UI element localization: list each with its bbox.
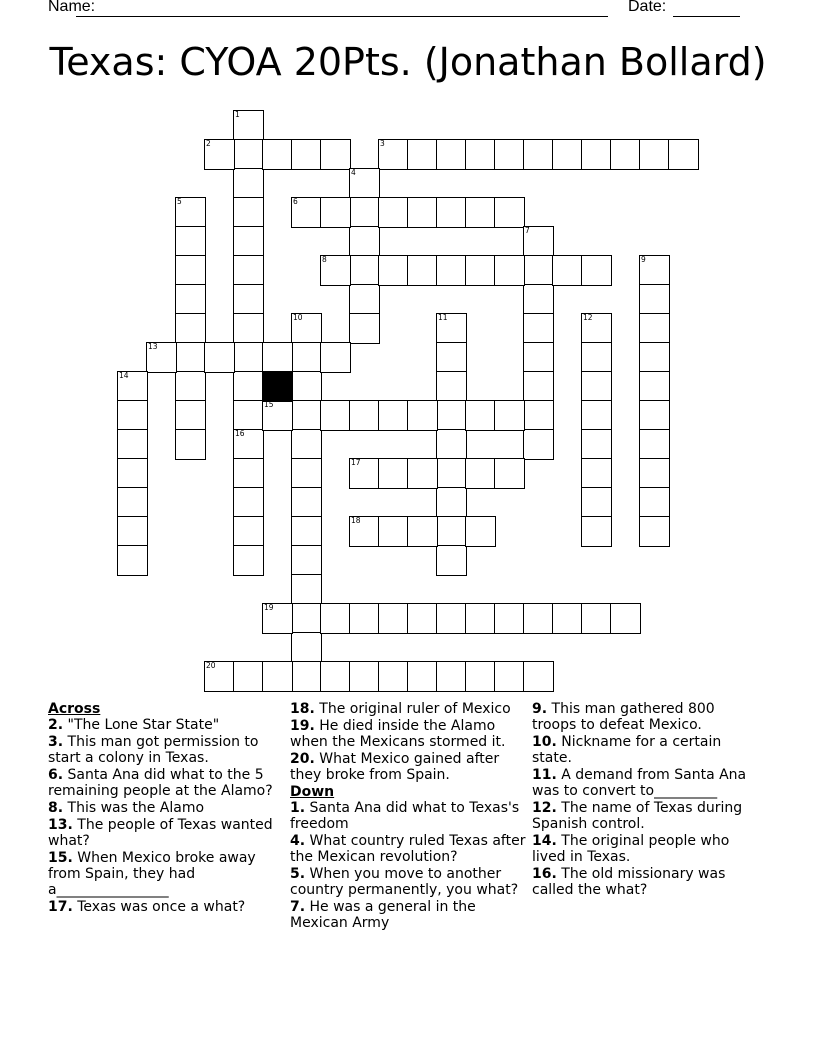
grid-cell[interactable] [117, 458, 148, 489]
grid-cell[interactable] [610, 603, 641, 634]
clue-text: Santa Ana did what to Texas's freedom [290, 800, 520, 832]
grid-cell[interactable] [581, 458, 612, 489]
grid-cell[interactable] [233, 226, 264, 257]
clue-number: 11. [532, 767, 557, 783]
grid-cell[interactable] [465, 139, 496, 170]
clue-text: The original people who lived in Texas. [532, 833, 730, 865]
grid-cell[interactable] [291, 661, 322, 692]
grid-cell[interactable] [349, 197, 380, 228]
grid-cell[interactable] [523, 255, 554, 286]
clue-number: 5. [290, 866, 306, 882]
grid-cell[interactable] [320, 661, 351, 692]
grid-cell[interactable] [233, 313, 264, 344]
name-label: Name: [48, 0, 96, 15]
grid-cell[interactable] [378, 197, 409, 228]
grid-cell[interactable] [291, 400, 322, 431]
grid-cell[interactable] [639, 371, 670, 402]
clue-text: This man got permission to start a colony in Texas. [48, 734, 259, 766]
grid-cell[interactable] [581, 429, 612, 460]
grid-cell[interactable] [117, 429, 148, 460]
clues-column-2 [290, 701, 530, 932]
clue-item [48, 800, 273, 816]
date-label: Date: [628, 0, 667, 15]
grid-cell[interactable] [581, 342, 612, 373]
clue-number-label: 17 [351, 458, 361, 467]
grid-cell[interactable] [523, 313, 554, 344]
grid-cell[interactable] [233, 516, 264, 547]
grid-cell[interactable] [639, 139, 670, 170]
grid-cell[interactable] [581, 139, 612, 170]
grid-cell[interactable] [639, 342, 670, 373]
grid-cell[interactable] [233, 371, 264, 402]
clue-number: 14. [532, 833, 557, 849]
grid-cell[interactable] [378, 661, 409, 692]
clue-number: 13. [48, 817, 73, 833]
clue-text: He died inside the Alamo when the Mexicans stormed it. [290, 718, 506, 750]
grid-cell[interactable] [349, 313, 380, 344]
clue-number-label: 10 [293, 313, 303, 322]
grid-cell[interactable] [581, 603, 612, 634]
grid-cell[interactable] [320, 342, 351, 373]
grid-cell[interactable] [523, 342, 554, 373]
clue-number: 8. [48, 800, 64, 816]
grid-cell[interactable] [233, 139, 264, 170]
grid-cell[interactable] [378, 458, 409, 489]
grid-cell[interactable] [436, 371, 467, 402]
clue-list-1 [48, 717, 273, 915]
clues-column-1 [48, 701, 273, 916]
clue-number-label: 7 [525, 226, 530, 235]
grid-cell[interactable] [349, 603, 380, 634]
grid-cell[interactable] [349, 226, 380, 257]
grid-cell[interactable] [436, 429, 467, 460]
grid-cell[interactable] [465, 661, 496, 692]
grid-cell[interactable] [233, 284, 264, 315]
clue-text: The original ruler of Mexico [314, 701, 511, 717]
grid-cell[interactable] [639, 284, 670, 315]
grid-cell[interactable] [291, 371, 322, 402]
clue-item [290, 718, 530, 750]
grid-cell[interactable] [494, 139, 525, 170]
clue-text: Santa Ana did what to the 5 remaining people at the Alamo? [48, 767, 273, 799]
grid-cell[interactable] [407, 400, 438, 431]
grid-cell[interactable] [436, 458, 467, 489]
grid-cell[interactable] [291, 516, 322, 547]
grid-cell[interactable] [262, 342, 293, 373]
grid-cell[interactable] [639, 313, 670, 344]
grid-cell[interactable] [204, 342, 235, 373]
grid-cell[interactable] [436, 255, 467, 286]
grid-cell[interactable] [523, 429, 554, 460]
grid-cell[interactable] [117, 487, 148, 518]
clue-number: 18. [290, 701, 315, 717]
grid-cell[interactable] [552, 255, 583, 286]
grid-cell[interactable] [639, 400, 670, 431]
grid-cell[interactable] [465, 458, 496, 489]
grid-cell[interactable] [291, 632, 322, 663]
clue-number: 2. [48, 717, 64, 733]
grid-cell[interactable] [233, 168, 264, 199]
grid-cell[interactable] [291, 139, 322, 170]
grid-cell[interactable] [494, 197, 525, 228]
clue-number: 4. [290, 833, 306, 849]
clue-item [532, 833, 762, 865]
grid-cell[interactable] [436, 400, 467, 431]
clue-text: The old missionary was called the what? [532, 866, 726, 898]
down-heading: Down [290, 784, 335, 800]
clue-text: This man gathered 800 troops to defeat Mexico. [532, 701, 715, 733]
grid-cell[interactable] [407, 661, 438, 692]
grid-cell[interactable] [494, 603, 525, 634]
grid-cell[interactable] [436, 139, 467, 170]
clue-number-label: 18 [351, 516, 361, 525]
clue-number: 1. [290, 800, 306, 816]
grid-cell[interactable] [639, 429, 670, 460]
grid-cell[interactable] [407, 458, 438, 489]
grid-cell[interactable] [436, 342, 467, 373]
across-heading: Across [48, 701, 101, 717]
grid-cell[interactable] [233, 342, 264, 373]
grid-cell[interactable] [175, 255, 206, 286]
grid-cell[interactable] [610, 139, 641, 170]
clue-text: A demand from Santa Ana was to convert to_________ [532, 767, 747, 799]
clue-number-label: 20 [206, 661, 216, 670]
grid-cell[interactable] [523, 661, 554, 692]
grid-cell[interactable] [581, 487, 612, 518]
grid-cell[interactable] [494, 458, 525, 489]
clue-number-label: 12 [583, 313, 593, 322]
grid-cell[interactable] [320, 139, 351, 170]
clue-text: He was a general in the Mexican Army [290, 899, 476, 931]
grid-cell[interactable] [639, 458, 670, 489]
clue-text: The people of Texas wanted what? [48, 817, 273, 849]
grid-cell[interactable] [436, 661, 467, 692]
grid-cell[interactable] [233, 400, 264, 431]
clue-number: 10. [532, 734, 557, 750]
clue-list-2a [290, 701, 530, 783]
grid-cell[interactable] [465, 197, 496, 228]
grid-cell[interactable] [465, 516, 496, 547]
grid-cell[interactable] [320, 603, 351, 634]
clue-item [290, 899, 530, 931]
clue-item [290, 701, 530, 717]
clue-number-label: 3 [380, 139, 385, 148]
clue-item [48, 717, 273, 733]
clue-number: 17. [48, 899, 73, 915]
clue-text: What Mexico gained after they broke from Spain. [290, 751, 500, 783]
grid-cell[interactable] [523, 284, 554, 315]
clue-number: 15. [48, 850, 73, 866]
clue-item [48, 850, 273, 898]
clue-item [48, 899, 273, 915]
clue-number-label: 14 [119, 371, 129, 380]
grid-cell[interactable] [639, 487, 670, 518]
clue-item [532, 866, 762, 898]
clue-number-label: 11 [438, 313, 448, 322]
grid-cell[interactable] [175, 400, 206, 431]
grid-cell[interactable] [378, 603, 409, 634]
grid-cell[interactable] [407, 197, 438, 228]
grid-cell[interactable] [523, 603, 554, 634]
grid-cell[interactable] [436, 197, 467, 228]
clue-number: 6. [48, 767, 64, 783]
grid-cell[interactable] [291, 574, 322, 605]
clue-text: Texas was once a what? [72, 899, 246, 915]
clue-list-2b [290, 800, 530, 931]
clue-item [290, 866, 530, 898]
grid-cell[interactable] [523, 400, 554, 431]
grid-cell[interactable] [494, 661, 525, 692]
grid-cell[interactable] [291, 603, 322, 634]
grid-cell[interactable] [378, 400, 409, 431]
grid-cell[interactable] [465, 400, 496, 431]
grid-cell[interactable] [233, 197, 264, 228]
grid-cell[interactable] [552, 603, 583, 634]
grid-cell[interactable] [581, 255, 612, 286]
clue-number: 9. [532, 701, 548, 717]
clue-item [48, 817, 273, 849]
grid-cell[interactable] [465, 255, 496, 286]
grid-cell[interactable] [233, 487, 264, 518]
clue-item [532, 800, 762, 832]
grid-cell[interactable] [175, 313, 206, 344]
grid-cell[interactable] [523, 371, 554, 402]
clue-item [48, 734, 273, 766]
clue-number-label: 8 [322, 255, 327, 264]
clue-item [532, 767, 762, 799]
grid-cell[interactable] [436, 545, 467, 576]
grid-cell[interactable] [175, 342, 206, 373]
clue-list-3 [532, 701, 762, 898]
grid-cell[interactable] [175, 429, 206, 460]
grid-cell[interactable] [436, 516, 467, 547]
clue-number-label: 9 [641, 255, 646, 264]
grid-cell[interactable] [494, 400, 525, 431]
clue-number: 20. [290, 751, 315, 767]
clue-item [290, 833, 530, 865]
grid-cell[interactable] [494, 255, 525, 286]
clue-item [290, 800, 530, 832]
clue-text: When Mexico broke away from Spain, they had a________________ [48, 850, 256, 898]
grid-cell[interactable] [233, 458, 264, 489]
grid-cell[interactable] [552, 139, 583, 170]
grid-cell[interactable] [465, 603, 496, 634]
grid-cell[interactable] [668, 139, 699, 170]
grid-cell[interactable] [233, 255, 264, 286]
grid-cell[interactable] [262, 139, 293, 170]
black-cell [262, 371, 293, 402]
clue-number: 7. [290, 899, 306, 915]
grid-cell[interactable] [117, 516, 148, 547]
clue-number-label: 2 [206, 139, 211, 148]
clue-number-label: 13 [148, 342, 158, 351]
grid-cell[interactable] [291, 342, 322, 373]
grid-cell[interactable] [262, 661, 293, 692]
grid-cell[interactable] [349, 255, 380, 286]
grid-cell[interactable] [407, 139, 438, 170]
page-title: Texas: CYOA 20Pts. (Jonathan Bollard) [49, 40, 767, 84]
grid-cell[interactable] [175, 284, 206, 315]
grid-cell[interactable] [581, 371, 612, 402]
grid-cell[interactable] [117, 545, 148, 576]
grid-cell[interactable] [436, 487, 467, 518]
clue-number: 19. [290, 718, 315, 734]
clue-number-label: 1 [235, 110, 240, 119]
clue-number: 3. [48, 734, 64, 750]
clue-text: The name of Texas during Spanish control. [532, 800, 743, 832]
grid-cell[interactable] [233, 545, 264, 576]
grid-cell[interactable] [378, 516, 409, 547]
clue-text: What country ruled Texas after the Mexican revolution? [290, 833, 526, 865]
clue-number: 16. [532, 866, 557, 882]
grid-cell[interactable] [349, 400, 380, 431]
clue-number: 12. [532, 800, 557, 816]
grid-cell[interactable] [233, 661, 264, 692]
grid-cell[interactable] [175, 371, 206, 402]
clue-text: "The Lone Star State" [63, 717, 220, 733]
clue-number-label: 16 [235, 429, 245, 438]
clue-item [290, 751, 530, 783]
clue-item [532, 734, 762, 766]
clue-text: When you move to another country permanently, you what? [290, 866, 519, 898]
grid-cell[interactable] [378, 255, 409, 286]
clue-number-label: 4 [351, 168, 356, 177]
grid-cell[interactable] [639, 516, 670, 547]
grid-cell[interactable] [407, 603, 438, 634]
grid-cell[interactable] [581, 400, 612, 431]
grid-cell[interactable] [320, 197, 351, 228]
clue-item [48, 767, 273, 799]
clue-text: This was the Alamo [63, 800, 205, 816]
clue-number-label: 19 [264, 603, 274, 612]
grid-cell[interactable] [175, 226, 206, 257]
grid-cell[interactable] [291, 458, 322, 489]
grid-cell[interactable] [291, 487, 322, 518]
grid-cell[interactable] [407, 516, 438, 547]
grid-cell[interactable] [349, 661, 380, 692]
grid-cell[interactable] [117, 400, 148, 431]
clues-column-3 [532, 701, 762, 899]
clue-item [532, 701, 762, 733]
clue-number-label: 6 [293, 197, 298, 206]
grid-cell[interactable] [291, 429, 322, 460]
grid-cell[interactable] [581, 516, 612, 547]
grid-cell[interactable] [291, 545, 322, 576]
grid-cell[interactable] [407, 255, 438, 286]
grid-cell[interactable] [436, 603, 467, 634]
clue-text: Nickname for a certain state. [532, 734, 722, 766]
grid-cell[interactable] [523, 139, 554, 170]
clue-number-label: 15 [264, 400, 274, 409]
grid-cell[interactable] [320, 400, 351, 431]
clue-number-label: 5 [177, 197, 182, 206]
grid-cell[interactable] [349, 284, 380, 315]
